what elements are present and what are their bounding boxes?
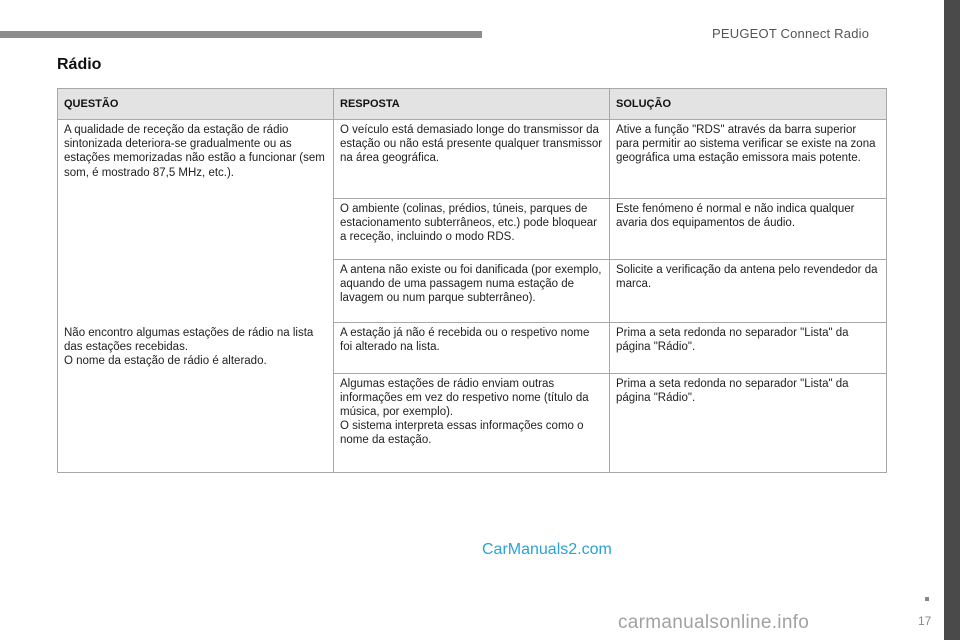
table-row — [58, 120, 887, 199]
answer-cell: O ambiente (colinas, prédios, túneis, parques de estacionamento subterrâneos, etc.) pode bloquear a receção, incluindo o modo RDS. — [334, 199, 610, 260]
table-row — [58, 323, 887, 374]
header-solution: SOLUÇÃO — [610, 89, 887, 120]
question-cell-continued — [58, 260, 334, 323]
solution-cell: Ative a função "RDS" através da barra superior para permitir ao sistema verificar se existe na zona geográfica uma estação emissora mais potente. — [610, 120, 887, 199]
header-title: PEUGEOT Connect Radio — [712, 26, 870, 41]
header-question: QUESTÃO — [58, 89, 334, 120]
answer-cell: A estação já não é recebida ou o respetivo nome foi alterado na lista. — [334, 323, 610, 374]
solution-cell: Prima a seta redonda no separador "Lista" da página "Rádio". — [610, 323, 887, 374]
watermark-brand-link[interactable]: CarManuals2.com — [482, 541, 612, 558]
question-cell-continued — [58, 373, 334, 472]
header-rule — [0, 31, 482, 38]
watermark-site-link[interactable]: carmanualsonline.info — [618, 612, 810, 633]
table-header-row — [58, 89, 887, 120]
solution-cell: Este fenómeno é normal e não indica qualquer avaria dos equipamentos de áudio. — [610, 199, 887, 260]
answer-cell: O veículo está demasiado longe do transmissor da estação ou não está presente qualquer transmissor na área geográfica. — [334, 120, 610, 199]
solution-cell: Solicite a verificação da antena pelo revendedor da marca. — [610, 260, 887, 323]
table-row — [58, 373, 887, 472]
table-row — [58, 199, 887, 260]
header-answer: RESPOSTA — [334, 89, 610, 120]
table-row — [58, 260, 887, 323]
page-number: 17 — [918, 614, 932, 628]
question-cell-continued — [58, 199, 334, 260]
answer-cell: Algumas estações de rádio enviam outras informações em vez do respetivo nome (título da música, por exemplo). O sistema interpreta essas informações como o nome da estação. — [334, 373, 610, 472]
page-marker-icon — [925, 597, 929, 601]
faq-table — [57, 88, 887, 473]
question-cell: A qualidade de receção da estação de rádio sintonizada deteriora-se gradualmente ou as estações memorizadas não estão a funcionar (sem som, é mostrado 87,5 MHz, etc.). — [58, 120, 334, 199]
page-title: Rádio — [57, 56, 102, 73]
answer-cell: A antena não existe ou foi danificada (por exemplo, aquando de uma passagem numa estação de lavagem ou num parque subterrâneo). — [334, 260, 610, 323]
side-tab-bar — [944, 0, 960, 640]
question-cell: Não encontro algumas estações de rádio na lista das estações recebidas. O nome da estação de rádio é alterado. — [58, 323, 334, 374]
solution-cell: Prima a seta redonda no separador "Lista" da página "Rádio". — [610, 373, 887, 472]
